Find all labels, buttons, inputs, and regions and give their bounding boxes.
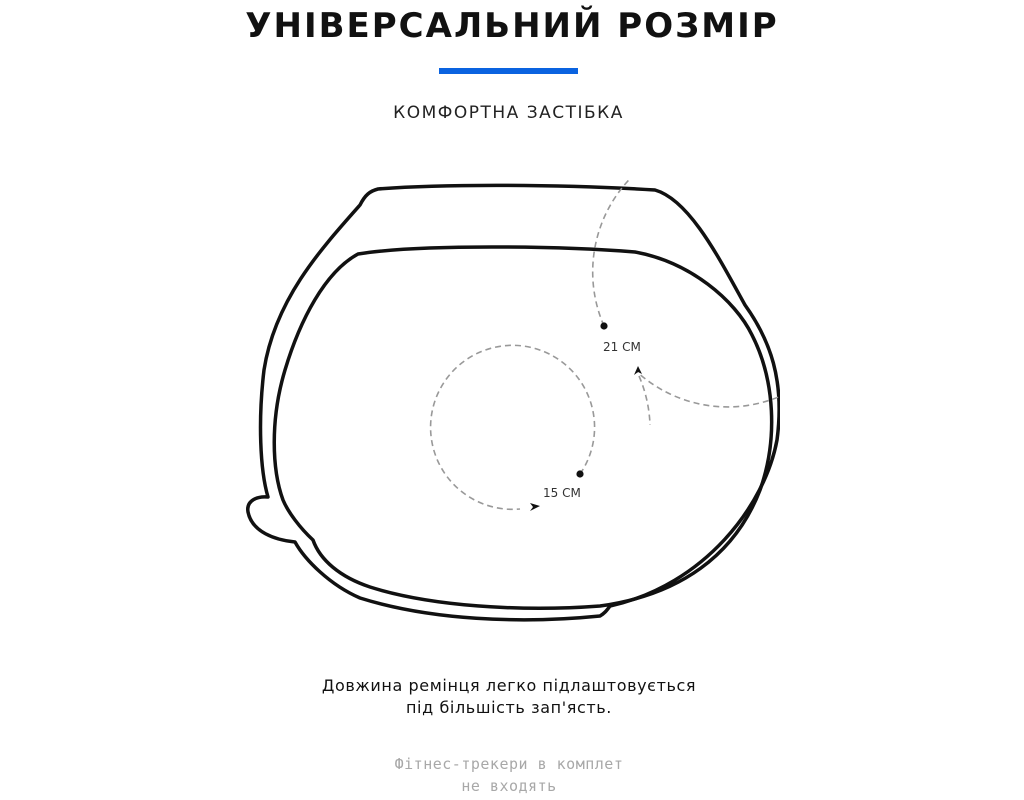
description-line-2: під більшість зап'ясть.: [406, 698, 612, 717]
page-subtitle: КОМФОРТНА ЗАСТІБКА: [393, 103, 624, 123]
inner-size-circle: [431, 345, 595, 509]
outer-circle-start-dot: [600, 322, 607, 329]
disclaimer-note: [0, 753, 1018, 797]
description-line-1: Довжина ремінця легко підлаштовується: [321, 676, 697, 695]
page-title: УНІВЕРСАЛЬНИЙ РОЗМІР: [245, 6, 779, 46]
outer-circle-closing-arc: [639, 376, 650, 425]
inner-circle-start-dot: [576, 470, 583, 477]
inner-circle-arrow-icon: [530, 503, 540, 511]
description: [0, 675, 1018, 719]
outer-circle-arrow-icon: [634, 366, 642, 375]
strap-inner-outline: [274, 247, 771, 608]
outer-size-label: 21 СМ: [603, 340, 641, 354]
note-line-2: не входять: [461, 777, 557, 795]
strap-outer-outline: [248, 185, 779, 619]
note-line-1: Фітнес-трекери в комплет: [394, 755, 624, 773]
inner-size-label: 15 СМ: [543, 486, 581, 500]
title-underline: [439, 68, 578, 74]
strap-size-diagram: [240, 180, 780, 630]
